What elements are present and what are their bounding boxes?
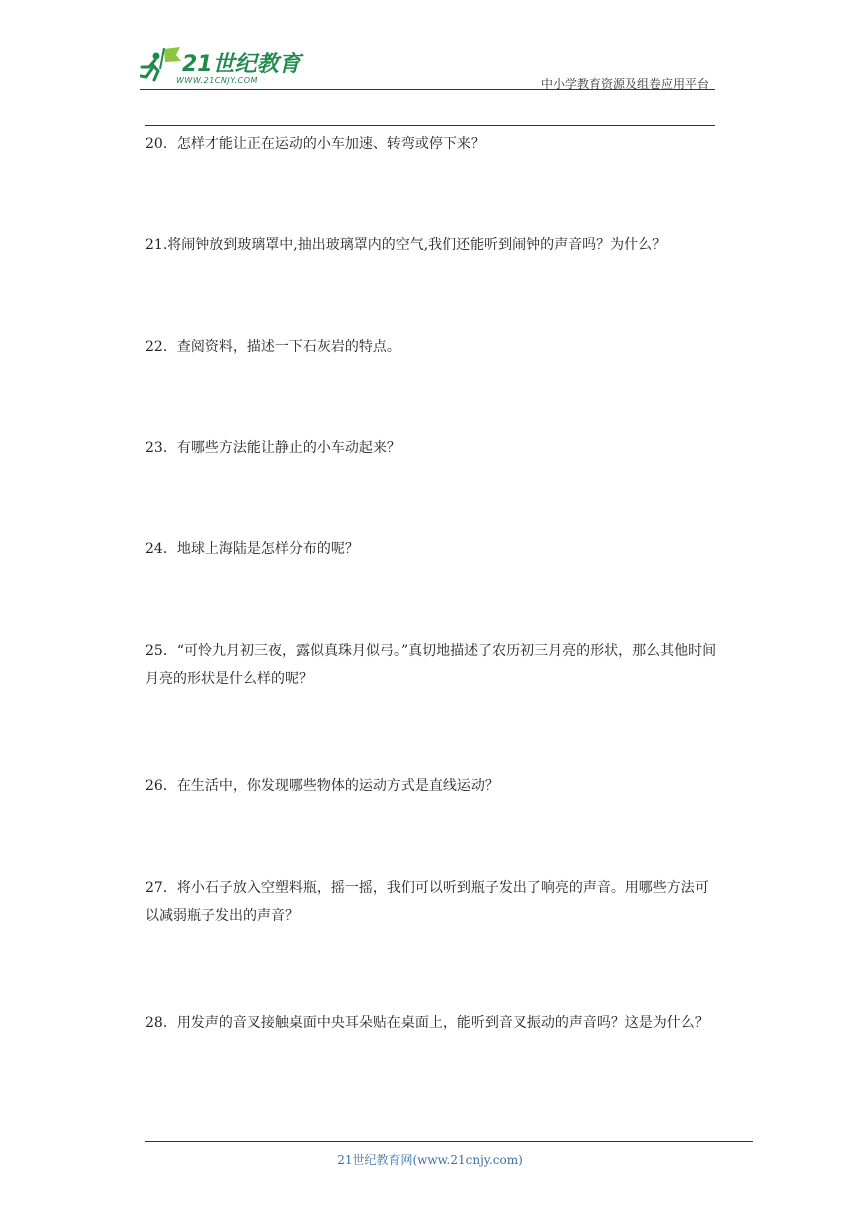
platform-title: 中小学教育资源及组卷应用平台	[540, 77, 709, 91]
question-21: 21.将闹钟放到玻璃罩中,抽出玻璃罩内的空气,我们还能听到闹钟的声音吗？为什么？	[145, 237, 667, 253]
logo-url: WWW.21CNJY.COM	[176, 76, 258, 85]
page-header	[140, 40, 715, 90]
question-22: 22．查阅资料，描述一下石灰岩的特点。	[145, 339, 401, 355]
content-divider	[145, 125, 715, 126]
question-23: 23．有哪些方法能让静止的小车动起来？	[145, 440, 401, 456]
question-25: 25．“可怜九月初三夜，露似真珠月似弓。”真切地描述了农历初三月亮的形状，那么其他时间月亮的形状是什么样的呢？	[145, 643, 717, 687]
question-27: 27．将小石子放入空塑料瓶，摇一摇，我们可以听到瓶子发出了响亮的声音。用哪些方法可以减弱瓶子发出的声音？	[145, 880, 709, 924]
question-20: 20．怎样才能让正在运动的小车加速、转弯或停下来？	[145, 136, 485, 152]
logo	[140, 45, 310, 87]
header-divider	[140, 89, 715, 90]
question-26: 26．在生活中，你发现哪些物体的运动方式是直线运动？	[145, 778, 499, 794]
logo-text: 21世纪教育	[182, 52, 301, 77]
footer-link[interactable]: 21世纪教育网(www.21cnjy.com)	[337, 1153, 523, 1167]
question-24: 24．地球上海陆是怎样分布的呢？	[145, 541, 359, 557]
question-28: 28．用发声的音叉接触桌面中央耳朵贴在桌面上，能听到音叉振动的声音吗？这是为什么？	[145, 1015, 709, 1031]
footer-divider	[145, 1141, 753, 1142]
